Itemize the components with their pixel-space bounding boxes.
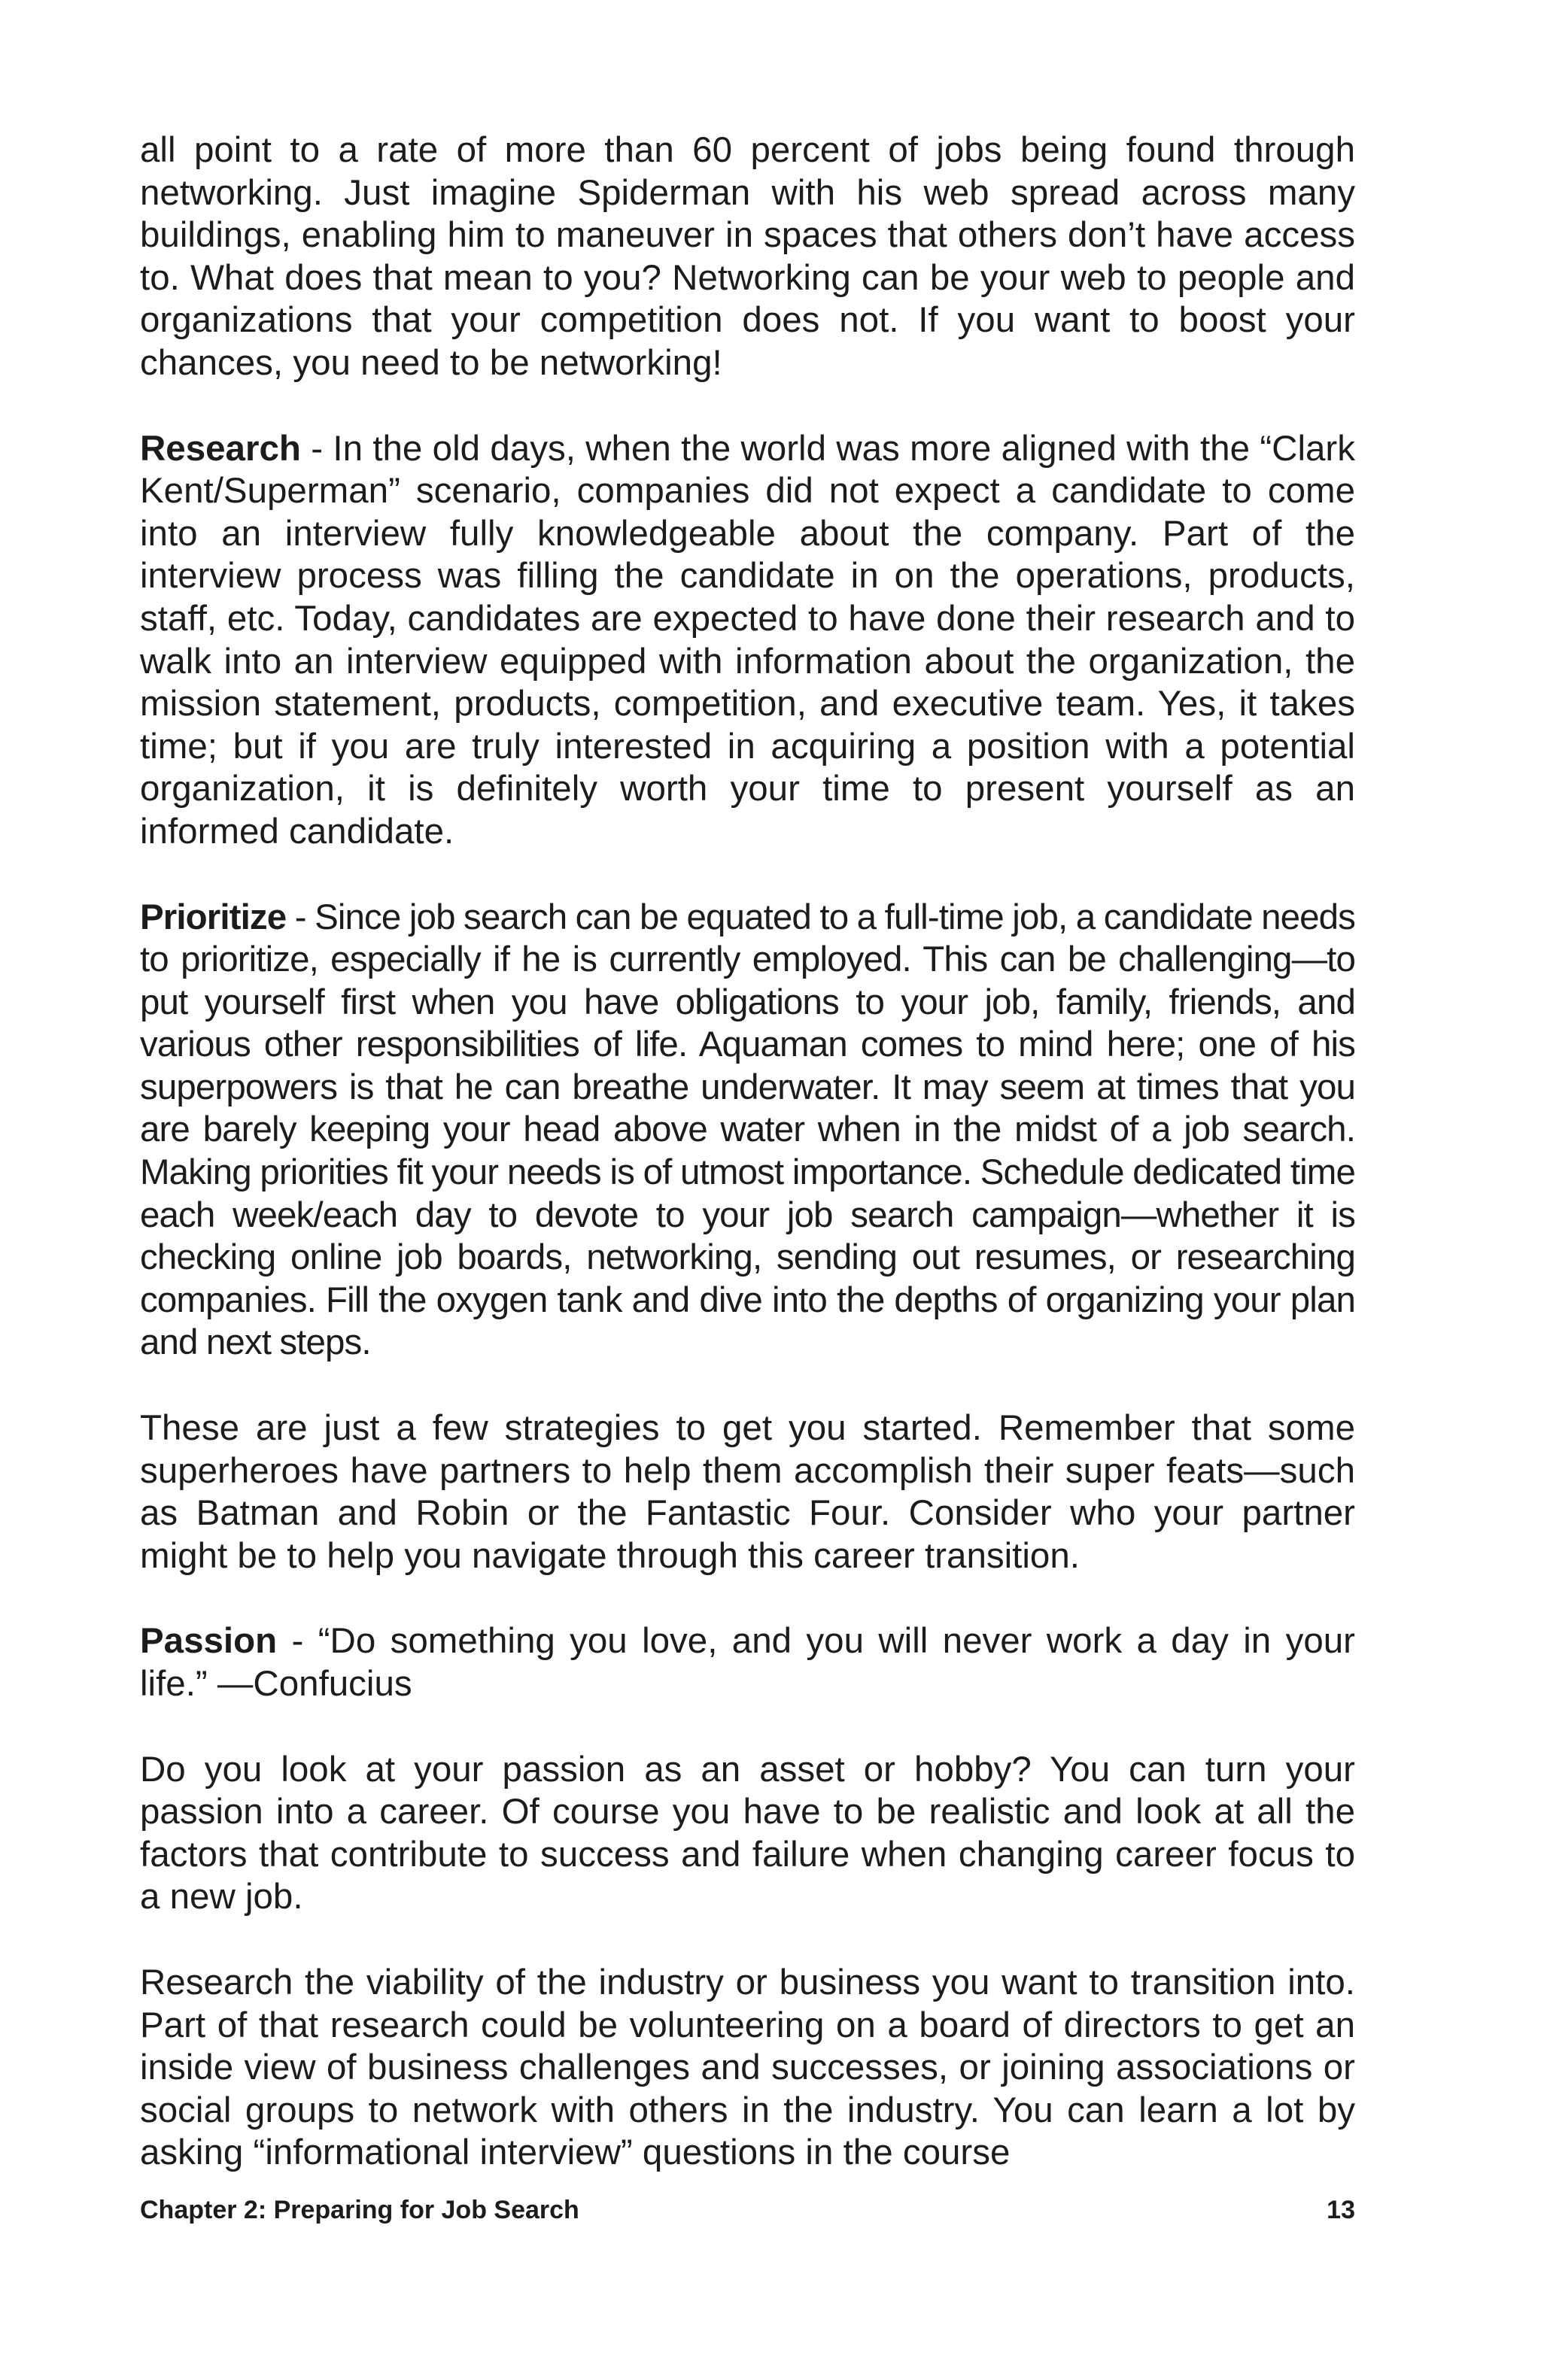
term-separator: -	[300, 428, 333, 469]
paragraph-passion	[140, 1620, 1355, 1705]
section-term: Passion	[140, 1621, 278, 1662]
section-term: Research	[140, 428, 301, 469]
paragraph-text: “Do something you love, and you will never work a day in your life.” —Confucius	[140, 1621, 1355, 1704]
term-separator: -	[286, 897, 315, 937]
paragraph-text: These are just a few strategies to get you started. Remember that some superheroes have partners to help them accomplish their super feats—such as Batman and Robin or the Fantastic Four. Consider who your partner might be to help you navigate through this career transition.	[140, 1408, 1355, 1576]
paragraph-strategies	[140, 1407, 1355, 1577]
paragraph-prioritize	[140, 897, 1355, 1365]
paragraph-text: In the old days, when the world was more aligned with the “Clark Kent/Superman” scenario, companies did not expect a candidate to come into an interview fully knowledgeable about the company. Part of the interview process was filling the candidate in on the operations, products, staff, etc. Today, candidates are expected to have done their research and to walk into an interview equipped with information about the organization, the mission statement, products, competition, and executive team. Yes, it takes time; but if you are truly interested in acquiring a position with a potential organization, it is definitely worth your time to present yourself as an informed candidate.	[140, 428, 1355, 852]
page-body	[140, 129, 1355, 2218]
section-term: Prioritize	[140, 897, 287, 937]
page-number: 13	[1327, 2196, 1355, 2224]
paragraph-text: Since job search can be equated to a full-time job, a candidate needs to prioritize, especially if he is currently employed. This can be challenging—to put yourself first when you have obligations to your job, family, friends, and various other responsibilities of life. Aquaman comes to mind here; one of his superpowers is that he can breathe underwater. It may seem at times that you are barely keeping your head above water when in the midst of a job search. Making priorities fit your needs is of utmost importance. Schedule dedicated time each week/each day to devote to your job search campaign—whether it is checking online job boards, networking, sending out resumes, or researching companies. Fill the oxygen tank and dive into the depths of organizing your plan and next steps.	[140, 897, 1356, 1363]
paragraph-asset-or-hobby	[140, 1749, 1355, 1919]
page-footer	[140, 2195, 1355, 2225]
paragraph-text: Do you look at your passion as an asset or hobby? You can turn your passion into a career. Of course you have to be realistic and look at all the factors that contribute to success and failure when changing career focus to a new job.	[140, 1749, 1355, 1917]
paragraph-text: all point to a rate of more than 60 percent of jobs being found through networking. Just imagine Spiderman with his web spread across many buildings, enabling him to maneuver in spaces that others don’t have access to. What does that mean to you? Networking can be your web to people and organizations that your competition does not. If you want to boost your chances, you need to be networking!	[140, 130, 1355, 383]
paragraph-viability	[140, 1962, 1355, 2175]
paragraph-text: Research the viability of the industry or business you want to transition into. Part of that research could be volunteering on a board of directors to get an inside view of business challenges and successes, or joining associations or social groups to network with others in the industry. You can learn a lot by asking “informational interview” questions in the course	[140, 1962, 1355, 2173]
paragraph-networking	[140, 129, 1355, 385]
paragraph-research	[140, 428, 1355, 854]
term-separator: -	[277, 1621, 318, 1662]
chapter-title: Chapter 2: Preparing for Job Search	[140, 2196, 579, 2224]
